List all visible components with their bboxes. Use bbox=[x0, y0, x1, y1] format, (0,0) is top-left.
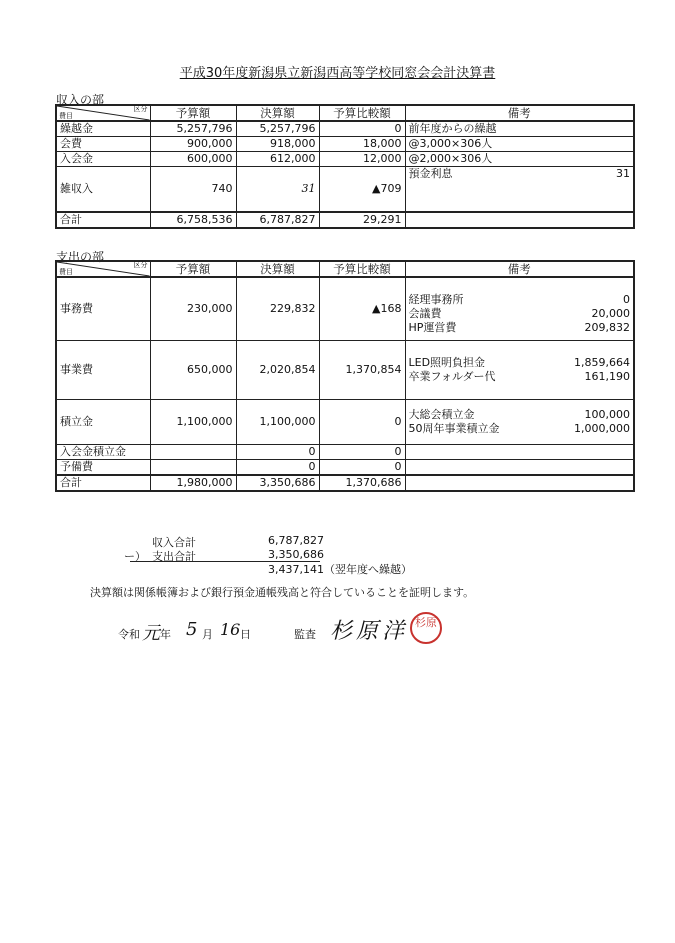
row-actual: 1,100,000 bbox=[236, 400, 319, 445]
row-budget: 740 bbox=[150, 167, 236, 213]
note-text: 大総会積立金 bbox=[408, 408, 475, 421]
row-budget: 5,257,796 bbox=[150, 121, 236, 137]
header-actual: 決算額 bbox=[236, 261, 319, 277]
row-note: @2,000×306人 bbox=[405, 152, 634, 167]
note-amount: 0 bbox=[623, 293, 630, 306]
summary-expense-value: 3,350,686 bbox=[268, 548, 324, 561]
total-diff: 1,370,686 bbox=[319, 475, 405, 491]
date-year: 元 bbox=[142, 623, 160, 644]
note-line bbox=[409, 408, 631, 422]
date-day-unit: 日 bbox=[240, 628, 251, 641]
note-amount: 1,859,664 bbox=[574, 356, 630, 369]
note-text: 会議費 bbox=[408, 307, 442, 320]
summary-minus-sign: ー） bbox=[124, 550, 146, 563]
summary-balance-note: （翌年度へ繰越） bbox=[323, 563, 412, 576]
row-actual: 0 bbox=[236, 445, 319, 460]
row-diff: 12,000 bbox=[319, 152, 405, 167]
note-text: 経理事務所 bbox=[408, 293, 464, 306]
row-actual: 612,000 bbox=[236, 152, 319, 167]
row-item: 会費 bbox=[56, 137, 150, 152]
row-diff: 0 bbox=[319, 121, 405, 137]
row-note-cell bbox=[405, 341, 634, 400]
note-line bbox=[409, 356, 631, 370]
row-budget: 900,000 bbox=[150, 137, 236, 152]
total-label: 合計 bbox=[56, 475, 150, 491]
note-text: 50周年事業積立金 bbox=[408, 422, 500, 435]
expense-header-row bbox=[56, 261, 634, 277]
note-amount: 209,832 bbox=[584, 321, 630, 334]
row-budget: 230,000 bbox=[150, 277, 236, 341]
table-row bbox=[56, 167, 634, 213]
row-note: @3,000×306人 bbox=[405, 137, 634, 152]
date-month-unit: 月 bbox=[202, 628, 213, 641]
table-row bbox=[56, 152, 634, 167]
header-diff: 予算比較額 bbox=[319, 261, 405, 277]
summary-income-value: 6,787,827 bbox=[268, 534, 324, 547]
note-line bbox=[409, 293, 631, 307]
note-line bbox=[409, 167, 631, 181]
note-line bbox=[409, 307, 631, 321]
table-row bbox=[56, 445, 634, 460]
note-amount: 100,000 bbox=[584, 408, 630, 421]
row-item: 雑収入 bbox=[56, 167, 150, 213]
expense-section-label: 支出の部 bbox=[56, 250, 105, 264]
corner-cell bbox=[56, 261, 150, 277]
row-note-cell bbox=[405, 460, 634, 476]
row-item: 予備費 bbox=[56, 460, 150, 476]
row-note-cell bbox=[405, 400, 634, 445]
row-item: 事務費 bbox=[56, 277, 150, 341]
header-remarks: 備考 bbox=[405, 105, 634, 121]
total-actual: 6,787,827 bbox=[236, 212, 319, 228]
header-remarks: 備考 bbox=[405, 261, 634, 277]
date-month: 5 bbox=[186, 619, 198, 640]
total-note bbox=[405, 212, 634, 228]
table-row bbox=[56, 277, 634, 341]
income-header-row bbox=[56, 105, 634, 121]
corner-cell bbox=[56, 105, 150, 121]
row-diff: 1,370,854 bbox=[319, 341, 405, 400]
header-budget: 予算額 bbox=[150, 261, 236, 277]
document-title: 平成30年度新潟県立新潟西高等学校同窓会会計決算書 bbox=[179, 66, 496, 81]
corner-bottom-label: 費目 bbox=[59, 112, 73, 120]
row-note: 前年度からの繰越 bbox=[405, 121, 634, 137]
total-row bbox=[56, 212, 634, 228]
row-item: 積立金 bbox=[56, 400, 150, 445]
row-note-cell bbox=[405, 167, 634, 213]
note-line bbox=[409, 321, 631, 335]
row-actual: 0 bbox=[236, 460, 319, 476]
row-budget bbox=[150, 460, 236, 476]
total-budget: 6,758,536 bbox=[150, 212, 236, 228]
row-diff: 0 bbox=[319, 445, 405, 460]
seal-text: 杉原 bbox=[415, 616, 437, 629]
note-amount: 1,000,000 bbox=[574, 422, 630, 435]
expense-table bbox=[55, 260, 635, 492]
row-actual: 5,257,796 bbox=[236, 121, 319, 137]
total-row bbox=[56, 475, 634, 491]
row-actual: 229,832 bbox=[236, 277, 319, 341]
total-diff: 29,291 bbox=[319, 212, 405, 228]
row-item: 入会金積立金 bbox=[56, 445, 150, 460]
income-table bbox=[55, 104, 635, 229]
header-budget: 予算額 bbox=[150, 105, 236, 121]
table-row bbox=[56, 137, 634, 152]
total-actual: 3,350,686 bbox=[236, 475, 319, 491]
row-actual: 31 bbox=[236, 167, 319, 213]
table-row bbox=[56, 400, 634, 445]
total-note bbox=[405, 475, 634, 491]
table-row bbox=[56, 121, 634, 137]
total-budget: 1,980,000 bbox=[150, 475, 236, 491]
auditor-role: 監査 bbox=[294, 628, 316, 641]
note-text: HP運営費 bbox=[408, 321, 457, 334]
row-budget bbox=[150, 445, 236, 460]
header-diff: 予算比較額 bbox=[319, 105, 405, 121]
row-diff: ▲168 bbox=[319, 277, 405, 341]
note-amount: 161,190 bbox=[584, 370, 630, 383]
note-text: 卒業フォルダー代 bbox=[408, 370, 496, 383]
note-line bbox=[409, 422, 631, 436]
row-actual: 918,000 bbox=[236, 137, 319, 152]
income-section-label: 収入の部 bbox=[56, 93, 105, 107]
row-item: 繰越金 bbox=[56, 121, 150, 137]
summary-expense-label: 支出合計 bbox=[152, 550, 196, 563]
seal-stamp bbox=[410, 612, 442, 644]
row-budget: 600,000 bbox=[150, 152, 236, 167]
corner-top-label: 区分 bbox=[133, 261, 148, 269]
table-row bbox=[56, 341, 634, 400]
summary-income-label: 収入合計 bbox=[152, 536, 196, 549]
row-actual: 2,020,854 bbox=[236, 341, 319, 400]
note-text: LED照明負担金 bbox=[408, 356, 486, 369]
note-text: 預金利息 bbox=[408, 167, 453, 180]
corner-top-label: 区分 bbox=[133, 105, 148, 113]
date-year-unit: 年 bbox=[160, 628, 171, 641]
note-amount: 31 bbox=[616, 167, 630, 180]
certification-statement: 決算額は関係帳簿および銀行預金通帳残高と符合していることを証明します。 bbox=[90, 586, 475, 599]
row-item: 入会金 bbox=[56, 152, 150, 167]
summary-balance bbox=[268, 561, 412, 577]
row-note-cell bbox=[405, 277, 634, 341]
row-budget: 650,000 bbox=[150, 341, 236, 400]
note-line bbox=[409, 370, 631, 384]
row-diff: 0 bbox=[319, 460, 405, 476]
row-diff: 0 bbox=[319, 400, 405, 445]
corner-bottom-label: 費目 bbox=[59, 268, 73, 276]
total-label: 合計 bbox=[56, 212, 150, 228]
row-diff: ▲709 bbox=[319, 167, 405, 213]
note-amount: 20,000 bbox=[591, 307, 630, 320]
row-diff: 18,000 bbox=[319, 137, 405, 152]
summary-balance-value: 3,437,141 bbox=[268, 563, 324, 576]
auditor-signature: 杉原洋 bbox=[330, 619, 409, 644]
row-item: 事業費 bbox=[56, 341, 150, 400]
table-row bbox=[56, 460, 634, 476]
date-era: 令和 bbox=[118, 628, 140, 641]
header-actual: 決算額 bbox=[236, 105, 319, 121]
row-note-cell bbox=[405, 445, 634, 460]
date-day: 16 bbox=[220, 620, 241, 639]
row-budget: 1,100,000 bbox=[150, 400, 236, 445]
